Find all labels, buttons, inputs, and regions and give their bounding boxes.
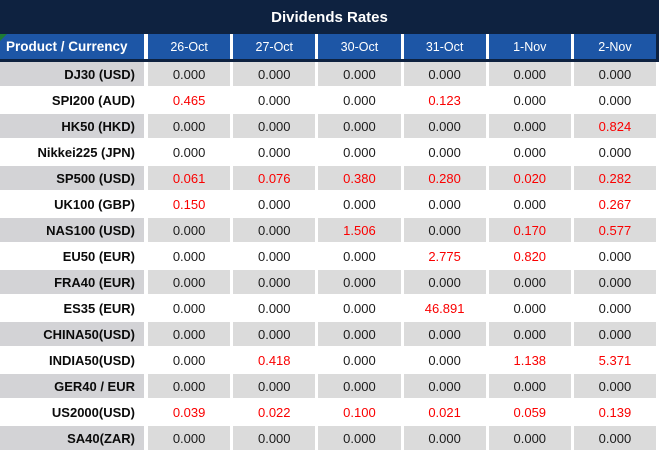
product-cell: US2000(USD) (0, 400, 148, 424)
dividend-value-cell: 0.000 (404, 374, 489, 398)
dividend-value-cell: 0.000 (574, 88, 659, 112)
dividend-value-cell: 0.000 (574, 140, 659, 164)
dividend-value-cell: 0.000 (233, 296, 318, 320)
product-cell: SA40(ZAR) (0, 426, 148, 450)
date-column-header: 27-Oct (233, 34, 318, 59)
dividend-value-cell: 0.000 (574, 62, 659, 86)
date-column-header: 26-Oct (148, 34, 233, 59)
dividend-value-cell: 0.000 (233, 88, 318, 112)
table-row (0, 114, 659, 140)
dividend-value-cell: 0.000 (233, 244, 318, 268)
dividend-value-cell: 0.000 (489, 114, 574, 138)
product-cell: CHINA50(USD) (0, 322, 148, 346)
dividend-value-cell: 0.000 (233, 218, 318, 242)
dividend-value-cell: 0.000 (233, 192, 318, 216)
product-currency-header-label: Product / Currency (6, 39, 128, 54)
dividend-value-cell: 0.000 (404, 192, 489, 216)
dividend-value-cell: 0.000 (148, 114, 233, 138)
dividend-value-cell: 0.000 (318, 114, 403, 138)
dividend-value-cell: 0.380 (318, 166, 403, 190)
dividend-value-cell: 0.000 (489, 140, 574, 164)
dividend-value-cell: 0.282 (574, 166, 659, 190)
dividend-value-cell: 0.577 (574, 218, 659, 242)
dividend-value-cell: 0.000 (318, 140, 403, 164)
table-row (0, 140, 659, 166)
date-column-header: 30-Oct (318, 34, 403, 59)
product-cell: SPI200 (AUD) (0, 88, 148, 112)
product-cell: NAS100 (USD) (0, 218, 148, 242)
dividend-value-cell: 0.000 (148, 296, 233, 320)
dividend-value-cell: 0.820 (489, 244, 574, 268)
product-cell: GER40 / EUR (0, 374, 148, 398)
dividend-value-cell: 0.000 (148, 322, 233, 346)
dividend-value-cell: 0.000 (148, 218, 233, 242)
dividend-value-cell: 0.150 (148, 192, 233, 216)
dividend-value-cell: 0.000 (148, 62, 233, 86)
table-header-row (0, 34, 659, 62)
dividend-value-cell: 0.280 (404, 166, 489, 190)
date-column-header: 2-Nov (574, 34, 659, 59)
dividend-value-cell: 0.000 (233, 140, 318, 164)
dividend-value-cell: 0.418 (233, 348, 318, 372)
table-row (0, 62, 659, 88)
dividend-value-cell: 0.000 (148, 348, 233, 372)
dividend-value-cell: 0.000 (574, 374, 659, 398)
dividend-value-cell: 0.000 (233, 322, 318, 346)
date-column-header: 1-Nov (489, 34, 574, 59)
dividend-value-cell: 0.061 (148, 166, 233, 190)
dividend-value-cell: 0.139 (574, 400, 659, 424)
table-row (0, 192, 659, 218)
dividend-value-cell: 0.076 (233, 166, 318, 190)
table-row (0, 400, 659, 426)
table-row (0, 296, 659, 322)
table-row (0, 244, 659, 270)
dividend-value-cell: 0.022 (233, 400, 318, 424)
dividend-value-cell: 0.000 (233, 114, 318, 138)
dividend-value-cell: 0.000 (404, 140, 489, 164)
dividend-value-cell: 0.000 (404, 270, 489, 294)
dividend-value-cell: 0.000 (148, 140, 233, 164)
dividend-value-cell: 0.000 (404, 348, 489, 372)
product-cell: DJ30 (USD) (0, 62, 148, 86)
dividend-value-cell: 0.020 (489, 166, 574, 190)
dividend-value-cell: 0.000 (318, 244, 403, 268)
table-row (0, 218, 659, 244)
dividend-value-cell: 0.000 (574, 296, 659, 320)
dividend-value-cell: 0.000 (318, 296, 403, 320)
table-row (0, 322, 659, 348)
dividend-value-cell: 0.000 (148, 374, 233, 398)
product-currency-header (0, 34, 148, 59)
table-row (0, 166, 659, 192)
product-cell: FRA40 (EUR) (0, 270, 148, 294)
dividend-value-cell: 0.000 (318, 62, 403, 86)
dividend-value-cell: 0.000 (574, 322, 659, 346)
dividend-value-cell: 0.123 (404, 88, 489, 112)
table-title: Dividends Rates (0, 0, 659, 34)
dividend-value-cell: 0.000 (489, 426, 574, 450)
dividend-value-cell: 0.000 (318, 322, 403, 346)
dividend-value-cell: 0.000 (404, 62, 489, 86)
dividend-value-cell: 0.000 (404, 426, 489, 450)
dividend-value-cell: 0.000 (318, 348, 403, 372)
table-row (0, 348, 659, 374)
product-cell: SP500 (USD) (0, 166, 148, 190)
table-row (0, 426, 659, 452)
dividend-value-cell: 0.000 (489, 88, 574, 112)
dividend-value-cell: 2.775 (404, 244, 489, 268)
dividend-value-cell: 0.000 (404, 218, 489, 242)
dividend-value-cell: 0.000 (148, 426, 233, 450)
dividend-value-cell: 0.000 (489, 62, 574, 86)
dividend-value-cell: 0.000 (574, 244, 659, 268)
dividend-value-cell: 0.000 (233, 426, 318, 450)
dividend-value-cell: 0.000 (233, 270, 318, 294)
dividend-value-cell: 0.000 (148, 244, 233, 268)
green-corner-icon (0, 34, 7, 41)
product-cell: ES35 (EUR) (0, 296, 148, 320)
dividend-value-cell: 0.021 (404, 400, 489, 424)
dividend-value-cell: 46.891 (404, 296, 489, 320)
table-row (0, 88, 659, 114)
dividend-value-cell: 0.000 (404, 114, 489, 138)
dividend-value-cell: 0.000 (574, 426, 659, 450)
dividend-value-cell: 0.000 (489, 296, 574, 320)
product-cell: EU50 (EUR) (0, 244, 148, 268)
dividend-value-cell: 0.000 (233, 374, 318, 398)
dividend-value-cell: 0.000 (404, 322, 489, 346)
dividend-value-cell: 0.170 (489, 218, 574, 242)
product-cell: INDIA50(USD) (0, 348, 148, 372)
table-row (0, 374, 659, 400)
dividend-value-cell: 1.506 (318, 218, 403, 242)
dividend-value-cell: 0.000 (489, 374, 574, 398)
dividend-value-cell: 0.824 (574, 114, 659, 138)
dividend-value-cell: 0.000 (489, 192, 574, 216)
table-row (0, 270, 659, 296)
dividend-value-cell: 0.000 (318, 270, 403, 294)
dividend-value-cell: 0.267 (574, 192, 659, 216)
dividend-value-cell: 0.000 (574, 270, 659, 294)
product-cell: Nikkei225 (JPN) (0, 140, 148, 164)
dividend-value-cell: 0.000 (489, 322, 574, 346)
dividend-value-cell: 5.371 (574, 348, 659, 372)
dividends-table (0, 34, 659, 452)
dividend-value-cell: 0.000 (318, 192, 403, 216)
product-cell: HK50 (HKD) (0, 114, 148, 138)
table-body (0, 62, 659, 452)
dividend-value-cell: 0.000 (318, 374, 403, 398)
dividend-value-cell: 0.000 (489, 270, 574, 294)
dividend-value-cell: 1.138 (489, 348, 574, 372)
date-column-header: 31-Oct (404, 34, 489, 59)
dividend-value-cell: 0.000 (233, 62, 318, 86)
dividend-value-cell: 0.000 (318, 88, 403, 112)
dividend-value-cell: 0.000 (148, 270, 233, 294)
dividend-value-cell: 0.465 (148, 88, 233, 112)
dividend-value-cell: 0.039 (148, 400, 233, 424)
product-cell: UK100 (GBP) (0, 192, 148, 216)
dividend-value-cell: 0.059 (489, 400, 574, 424)
dividend-value-cell: 0.000 (318, 426, 403, 450)
dividend-value-cell: 0.100 (318, 400, 403, 424)
